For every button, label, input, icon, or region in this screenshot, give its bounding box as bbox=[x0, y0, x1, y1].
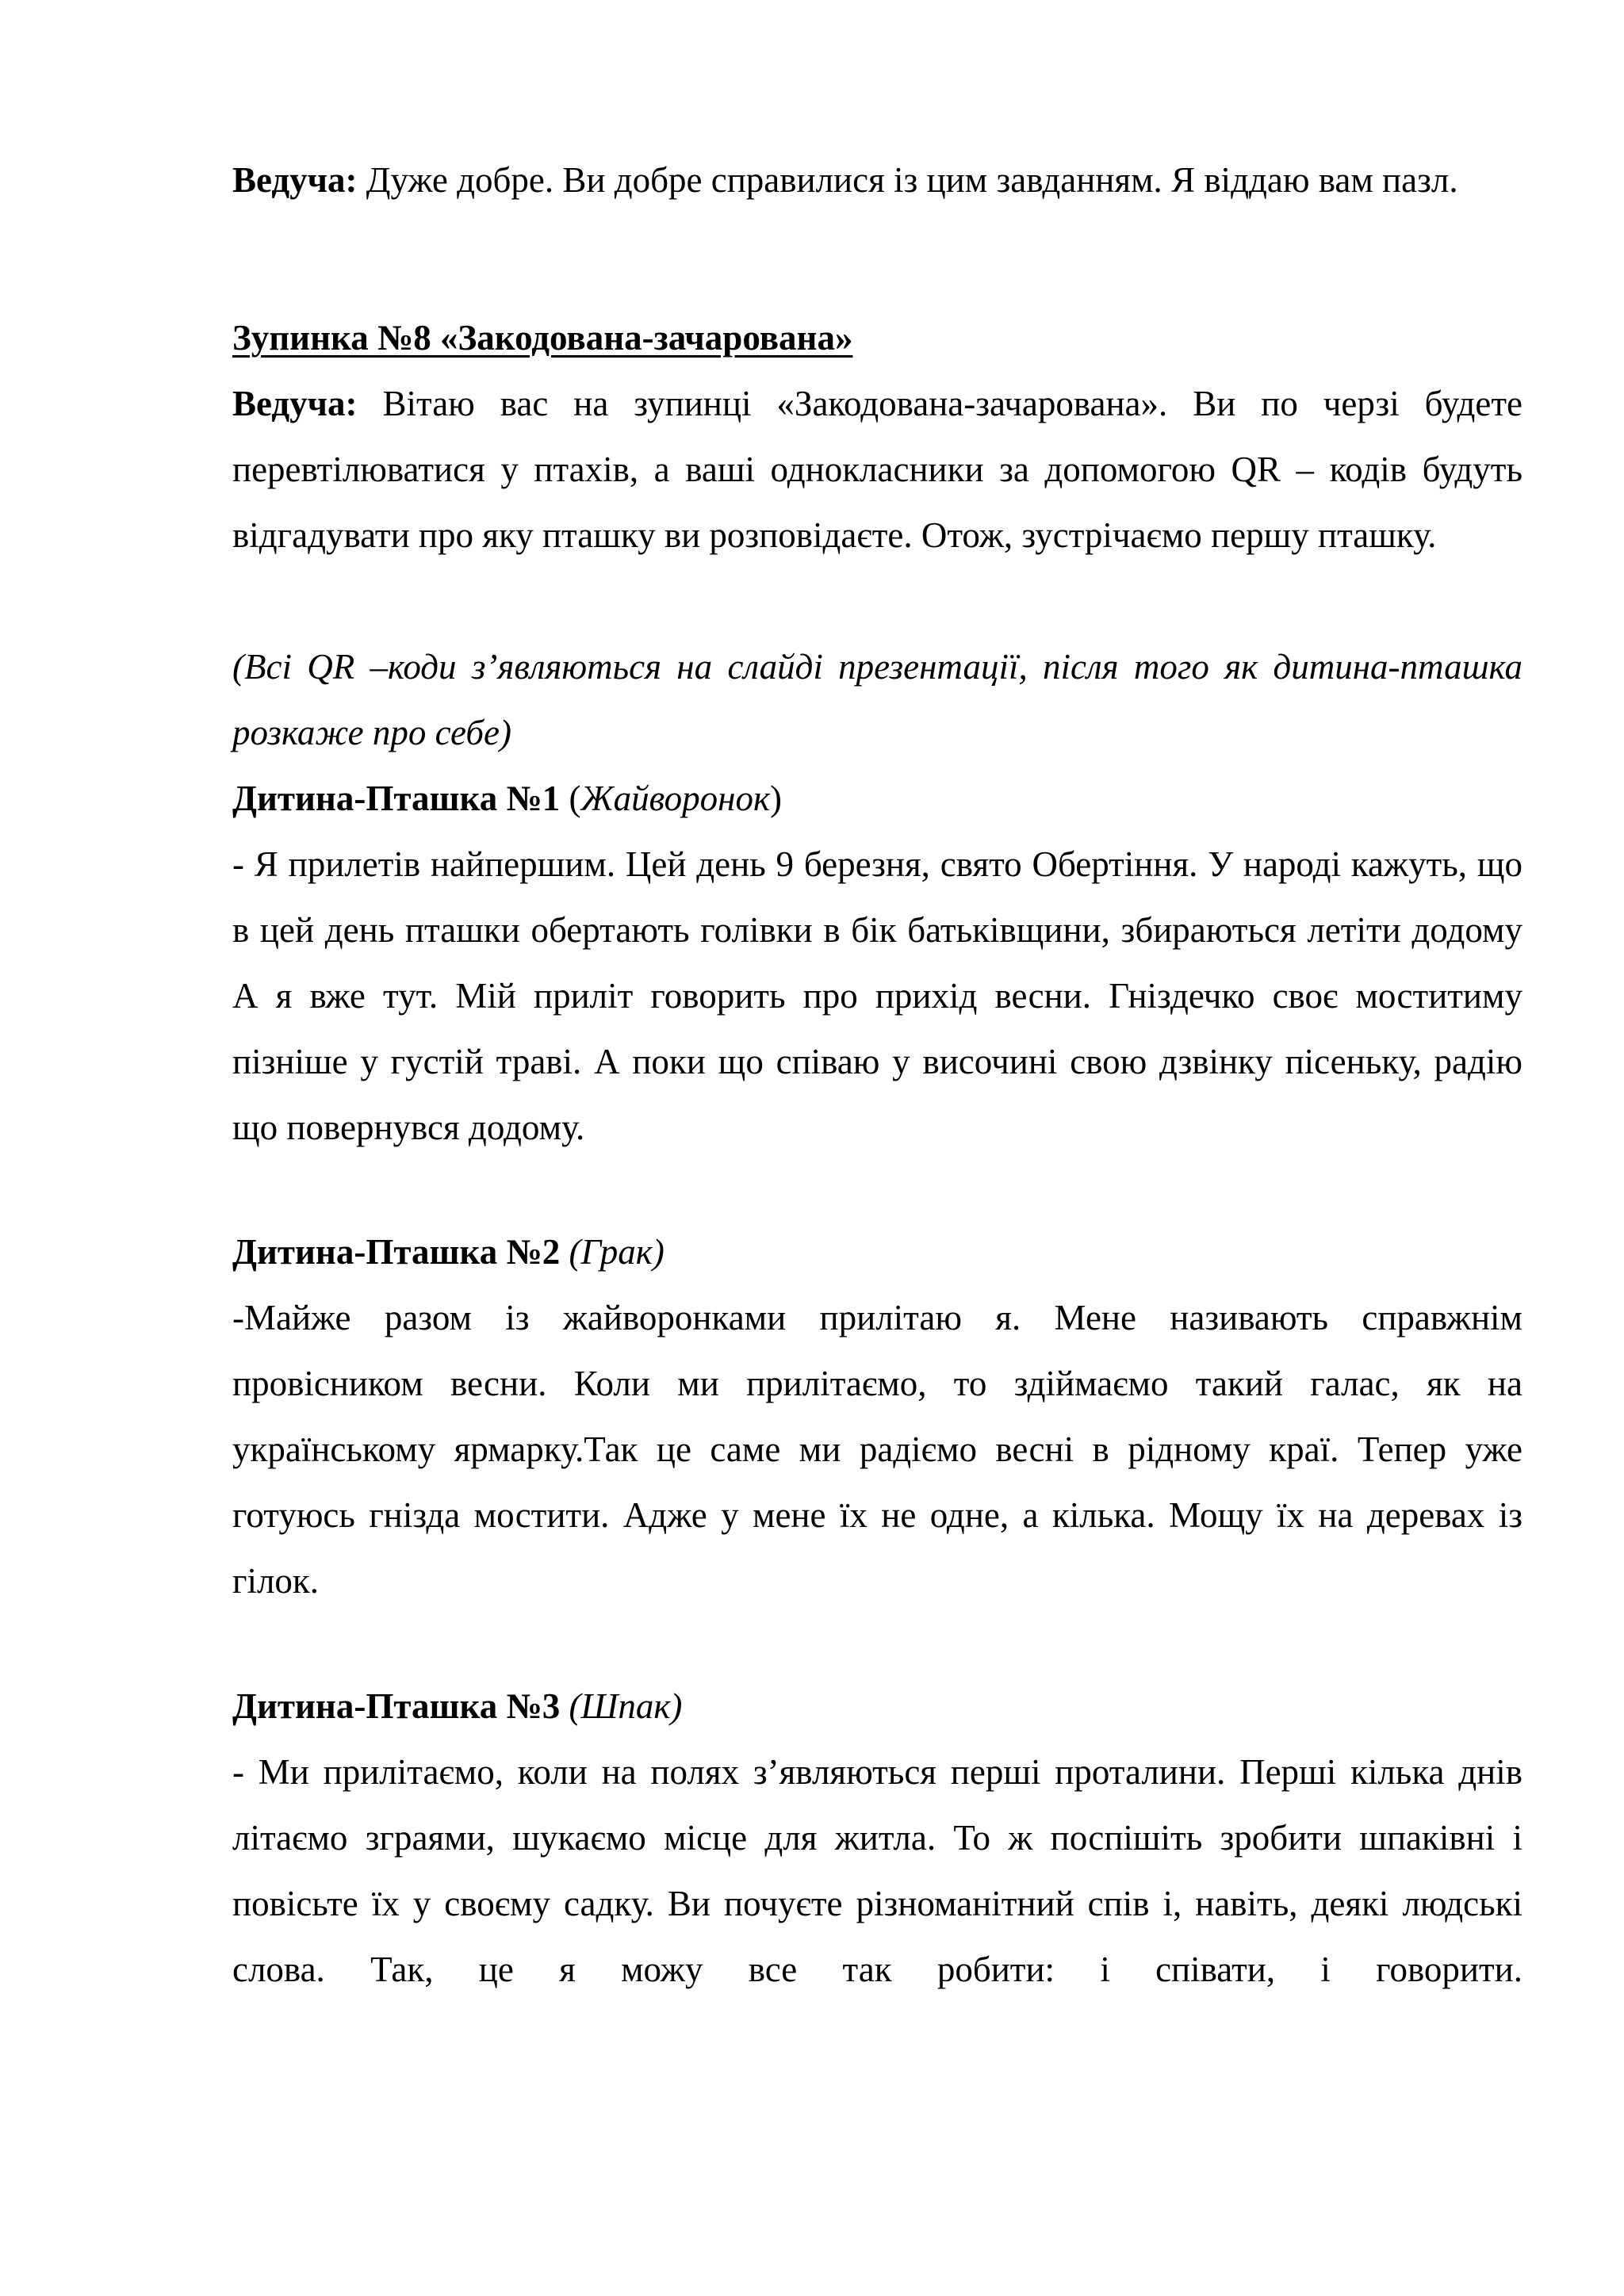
bird-2-speech bbox=[232, 1285, 1522, 1614]
bird-2-title: Дитина-Пташка №2 bbox=[232, 1232, 561, 1272]
bird-1-title: Дитина-Пташка №1 bbox=[232, 779, 561, 818]
bird-1-speech-text: - Я прилетів найпершим. Цей день 9 березня, свято Обертіння. У народі кажуть, що в цей день пташки обертають голівки в бік батьківщини, збираються летіти додому А я вже тут. Мій приліт говорить про прихід весни. Гніздечко своє моститиму пізніше у густій траві. А поки що співаю у височині свою дзвінку пісеньку, радію що повернувся додому. bbox=[232, 844, 1522, 1147]
bird-2-speech-text: -Майже разом із жайворонками прилітаю я. Мене називають справжнім провісником весни. Коли ми прилітаємо, то здіймаємо такий галас, як на українському ярмарку.Так це саме ми радіємо весні в рідному краї. Тепер уже готуюсь гнізда мостити. Адже у мене їх не одне, а кілька. Мощу їх на деревах із гілок. bbox=[232, 1298, 1522, 1601]
bird-1-name: Жайворонок bbox=[580, 779, 770, 818]
stage-note-text: (Всі QR –коди з’являються на слайді презентації, після того як дитина-пташка розкаже про себе) bbox=[232, 647, 1522, 752]
bird-3-speech bbox=[232, 1739, 1522, 2003]
host-line-2 bbox=[232, 371, 1522, 568]
stop-heading-text: Зупинка №8 «Закодована-зачарована» bbox=[232, 318, 853, 358]
stage-note bbox=[232, 634, 1522, 766]
bird-2-heading bbox=[232, 1219, 1522, 1285]
host-line-2-text: Вітаю вас на зупинці «Закодована-зачарована». Ви по черзі будете перевтілюватися у птахів, а ваші однокласники за допомогою QR – кодів будуть відгадувати про яку пташку ви розповідаєте. Отож, зустрічаємо першу пташку. bbox=[232, 384, 1522, 555]
bird-2-name: (Грак) bbox=[560, 1232, 665, 1272]
bird-1-heading: Дитина-Пташка №1 (Жайворонок) bbox=[232, 779, 782, 818]
bird-3-name: (Шпак) bbox=[560, 1686, 683, 1726]
bird-3-title: Дитина-Пташка №3 bbox=[232, 1686, 561, 1726]
host-line-1-text: Дуже добре. Ви добре справилися із цим завданням. Я віддаю вам пазл. bbox=[357, 160, 1458, 200]
bird-1-speech bbox=[232, 832, 1522, 1161]
bird-3-heading bbox=[232, 1674, 1522, 1739]
stop-heading bbox=[232, 305, 1522, 371]
bird-3-speech-text: - Ми прилітаємо, коли на полях з’являються перші проталини. Перші кілька днів літаємо зграями, шукаємо місце для житла. То ж поспішіть зробити шпаківні і повісьте їх у своєму садку. Ви почуєте різноманітний спів і, навіть, деякі людські слова. Так, це я можу все так робити: і співати, і говорити. bbox=[232, 1752, 1522, 1989]
speaker-label: Ведуча: bbox=[232, 160, 358, 200]
speaker-label: Ведуча: bbox=[232, 384, 358, 423]
host-line-1 bbox=[232, 147, 1522, 213]
